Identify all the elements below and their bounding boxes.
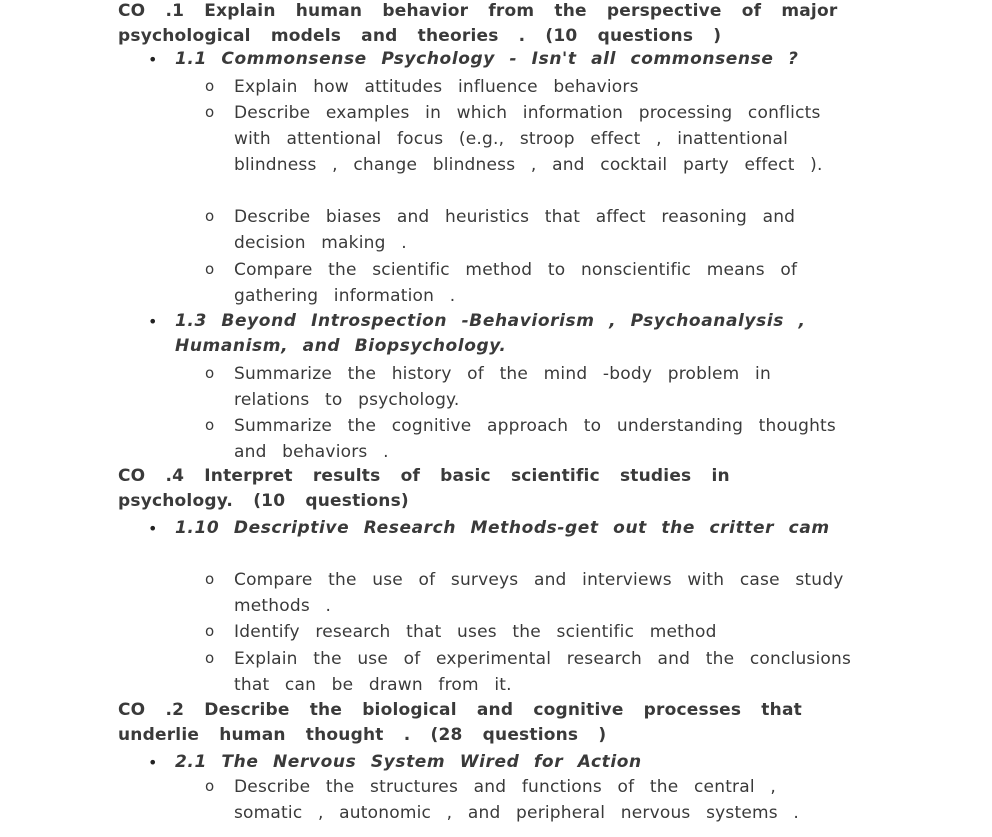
objective-item: Explain the use of experimental research and the conclusions that can be drawn from it. — [234, 649, 852, 695]
sub-bullet-marker: o — [205, 77, 215, 95]
objective-item: Explain how attitudes influence behaviors — [234, 77, 639, 97]
objective-item: Summarize the cognitive approach to understanding thoughts and behaviors . — [234, 416, 836, 462]
objective-item: Summarize the history of the mind -body problem in relations to psychology. — [234, 364, 771, 410]
topic-heading: 2.1 The Nervous System Wired for Action — [175, 752, 642, 772]
sub-bullet-marker: o — [205, 649, 215, 667]
course-objective-heading: CO .2 Describe the biological and cognitive processes that underlie human thought . (28 questions ) — [118, 700, 802, 745]
objective-item: Compare the use of surveys and interviews with case study methods . — [234, 570, 844, 616]
sub-bullet-marker: o — [205, 103, 215, 121]
topic-heading: 1.10 Descriptive Research Methods-get out the critter cam — [175, 518, 830, 538]
topic-heading: 1.3 Beyond Introspection -Behaviorism , Psychoanalysis , Humanism, and Biopsychology. — [175, 311, 806, 356]
sub-bullet-marker: o — [205, 416, 215, 434]
bullet-marker: • — [148, 519, 158, 538]
objective-item: Describe biases and heuristics that affect reasoning and decision making . — [234, 207, 796, 253]
topic-heading: 1.1 Commonsense Psychology - Isn't all commonsense ? — [175, 49, 799, 69]
objective-item: Describe examples in which information processing conflicts with attentional focus (e.g., stroop effect , inattentional blindness , change blindness , and cocktail party effect ). — [234, 103, 823, 175]
sub-bullet-marker: o — [205, 260, 215, 278]
sub-bullet-marker: o — [205, 777, 215, 795]
objective-item: Compare the scientific method to nonscientific means of gathering information . — [234, 260, 798, 306]
sub-bullet-marker: o — [205, 622, 215, 640]
sub-bullet-marker: o — [205, 570, 215, 588]
course-objective-heading: CO .4 Interpret results of basic scientific studies in psychology. (10 questions) — [118, 466, 730, 511]
course-objective-heading: CO .1 Explain human behavior from the perspective of major psychological models and theories . (10 questions ) — [118, 1, 838, 46]
objective-item: Describe the structures and functions of the central , somatic , autonomic , and peripheral nervous systems . — [234, 777, 800, 823]
objective-item: Identify research that uses the scientific method — [234, 622, 717, 642]
bullet-marker: • — [148, 753, 158, 772]
bullet-marker: • — [148, 50, 158, 69]
sub-bullet-marker: o — [205, 364, 215, 382]
bullet-marker: • — [148, 312, 158, 331]
sub-bullet-marker: o — [205, 207, 215, 225]
